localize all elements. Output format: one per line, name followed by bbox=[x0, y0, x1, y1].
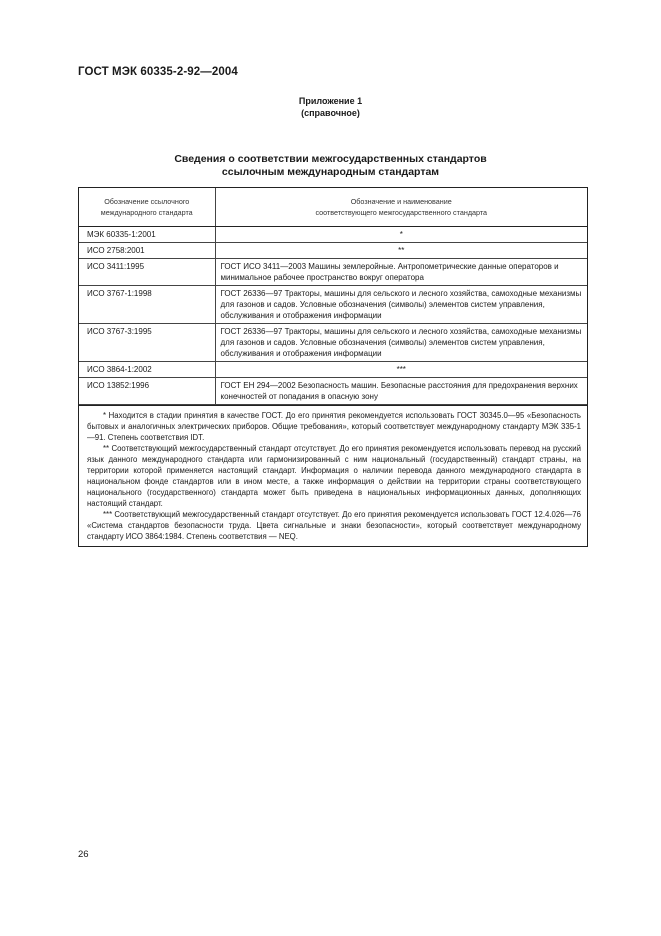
document-code: ГОСТ МЭК 60335-2-92—2004 bbox=[78, 66, 238, 78]
reference-standard-cell: ИСО 3767-3:1995 bbox=[79, 324, 215, 362]
table-row bbox=[79, 362, 587, 378]
col-header-reference-standard bbox=[79, 188, 215, 227]
table-header-row bbox=[79, 188, 587, 227]
interstate-standard-cell: ГОСТ ЕН 294—2002 Безопасность машин. Безопасные расстояния для предохранения верхних конечностей от попадания в опасную зону bbox=[215, 378, 587, 405]
table-row bbox=[79, 227, 587, 243]
col-header-reference-standard-line-2: международного стандарта bbox=[100, 208, 193, 217]
annex-title: Приложение 1 bbox=[298, 96, 363, 106]
col-header-reference-standard-line-1: Обозначение ссылочного bbox=[104, 197, 190, 206]
interstate-standard-cell: *** bbox=[215, 362, 587, 378]
table-title bbox=[0, 153, 661, 179]
interstate-standard-cell: * bbox=[215, 227, 587, 243]
interstate-standard-cell: ГОСТ ИСО 3411—2003 Машины землеройные. Антропометрические данные операторов и минимальное рабочее пространство вокруг оператора bbox=[215, 259, 587, 286]
col-header-interstate-standard bbox=[215, 188, 587, 227]
reference-standard-cell: ИСО 3767-1:1998 bbox=[79, 286, 215, 324]
col-header-interstate-standard-line-2: соответствующего межгосударственного стандарта bbox=[315, 208, 488, 217]
table-footnotes bbox=[79, 405, 587, 546]
interstate-standard-cell: ГОСТ 26336—97 Тракторы, машины для сельского и лесного хозяйства, самоходные механизмы для газонов и садов. Условные обозначения (символы) элементов систем управления, обслуживания и отображения информации bbox=[215, 286, 587, 324]
interstate-standard-cell: ** bbox=[215, 243, 587, 259]
reference-standard-cell: ИСО 3864-1:2002 bbox=[79, 362, 215, 378]
table-row bbox=[79, 243, 587, 259]
table-row bbox=[79, 286, 587, 324]
interstate-standard-cell: ГОСТ 26336—97 Тракторы, машины для сельского и лесного хозяйства, самоходные механизмы для газонов и садов. Условные обозначения (символы) элементов систем управления, обслуживания и отображения информации bbox=[215, 324, 587, 362]
reference-standard-cell: ИСО 13852:1996 bbox=[79, 378, 215, 405]
table-title-line-1: Сведения о соответствии межгосударственных стандартов bbox=[174, 153, 487, 165]
footnote-2: ** Соответствующий межгосударственный стандарт отсутствует. До его принятия рекомендуется использовать перевод на русский язык данного международного стандарта или гармонизированный с ним национальный (государственный) стандарт страны, на территории которой применяется настоящий стандарт. Информация о наличии перевода данного международного стандарта в национальном фонде стандартов или в ином месте, а также информация о действии на территории страны соответствующего национального (государственного) стандарта может быть приведена в национальных информационных данных, дополняющих настоящий стандарт. bbox=[87, 444, 581, 508]
page-number: 26 bbox=[78, 849, 89, 860]
footnote-1: * Находится в стадии принятия в качестве ГОСТ. До его принятия рекомендуется использовать ГОСТ 30345.0—95 «Безопасность бытовых и аналогичных электрических приборов. Общие требования», который соответствует международному стандарту МЭК 335-1—91. Степень соответствия IDT. bbox=[87, 411, 581, 442]
footnote-3: *** Соответствующий межгосударственный стандарт отсутствует. До его принятия рекомендуется использовать ГОСТ 12.4.026—76 «Система стандартов безопасности труда. Цвета сигнальные и знаки безопасности», который соответствует международному стандарту ИСО 3864:1984. Степень соответствия — NEQ. bbox=[87, 510, 581, 541]
reference-standard-cell: ИСО 2758:2001 bbox=[79, 243, 215, 259]
table-row bbox=[79, 259, 587, 286]
correspondence-table bbox=[79, 188, 587, 405]
reference-standard-cell: ИСО 3411:1995 bbox=[79, 259, 215, 286]
table-row bbox=[79, 324, 587, 362]
table-title-line-2: ссылочным международным стандартам bbox=[221, 166, 440, 178]
correspondence-table-frame bbox=[78, 187, 588, 547]
table-row bbox=[79, 378, 587, 405]
annex-heading bbox=[0, 95, 661, 119]
reference-standard-cell: МЭК 60335-1:2001 bbox=[79, 227, 215, 243]
annex-subtitle: (справочное) bbox=[301, 108, 360, 118]
col-header-interstate-standard-line-1: Обозначение и наименование bbox=[350, 197, 452, 206]
